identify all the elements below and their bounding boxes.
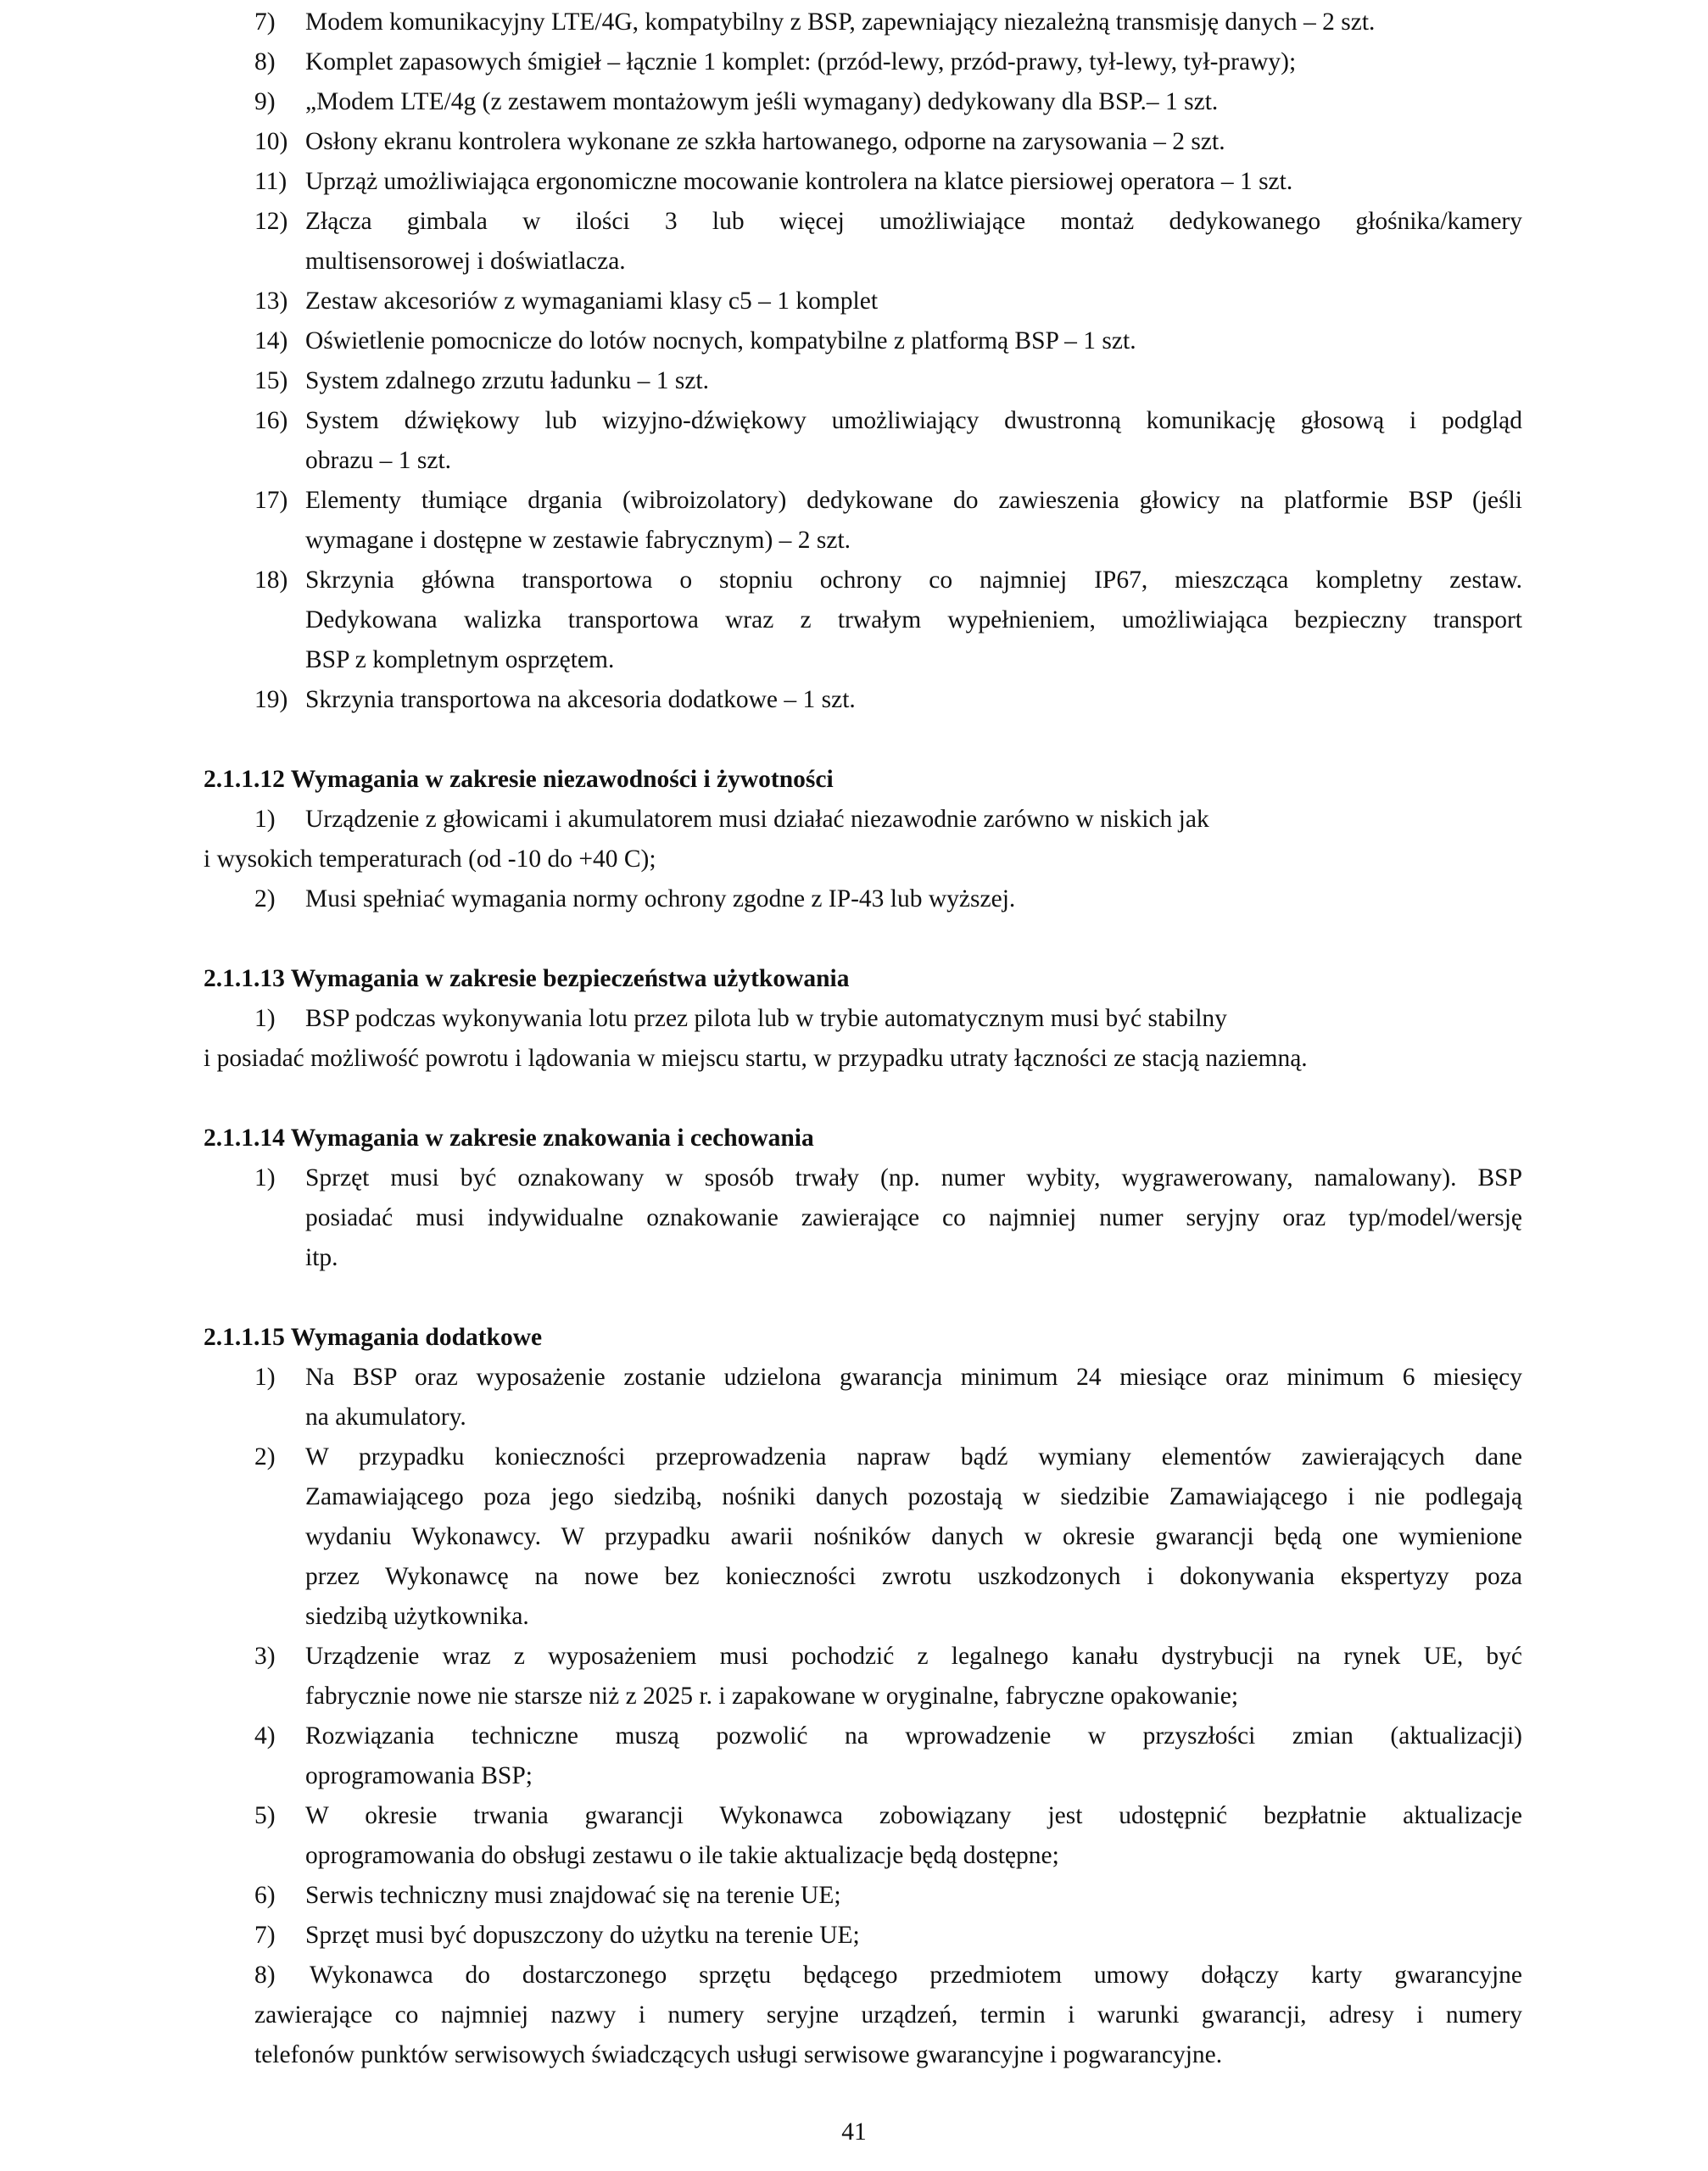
- list-item-continuation: [0, 1998, 1708, 2032]
- list-item: [0, 483, 1708, 517]
- list-item-text: BSP podczas wykonywania lotu przez pilota lub w trybie automatycznym musi być stabilny: [305, 1005, 1227, 1032]
- list-item-number: 19): [254, 686, 288, 713]
- list-item-text: telefonów punktów serwisowych świadczących usługi serwisowe gwarancyjne i pogwarancyjne.: [254, 2041, 1223, 2068]
- page-number: 41: [841, 2118, 867, 2146]
- list-item-text: Serwis techniczny musi znajdować się na terenie UE;: [305, 1882, 841, 1909]
- list-item: [0, 882, 1708, 916]
- list-item: [0, 1440, 1708, 1474]
- list-item-text: BSP z kompletnym osprzętem.: [305, 646, 615, 673]
- list-item: [0, 364, 1708, 398]
- list-item-number: 3): [254, 1643, 276, 1670]
- list-item-text: przez Wykonawcę na nowe bez konieczności zwrotu uszkodzonych i dokonywania ekspertyzy poza: [305, 1563, 1522, 1590]
- list-item-text: wydaniu Wykonawcy. W przypadku awarii nośników danych w okresie gwarancji będą one wymienione: [305, 1523, 1522, 1550]
- list-item-text: Skrzynia główna transportowa o stopniu ochrony co najmniej IP67, mieszcząca kompletny zestaw.: [305, 566, 1522, 594]
- list-item-continuation: [0, 1759, 1708, 1793]
- list-item-text: Urządzenie z głowicami i akumulatorem musi działać niezawodnie zarówno w niskich jak: [305, 806, 1209, 833]
- list-item-continuation: [0, 643, 1708, 677]
- list-item-text: i posiadać możliwość powrotu i lądowania w miejscu startu, w przypadku utraty łączności ze stacją naziemną.: [204, 1045, 1308, 1072]
- list-item-text: Skrzynia transportowa na akcesoria dodatkowe – 1 szt.: [305, 686, 856, 713]
- list-item-text: posiadać musi indywidualne oznakowanie zawierające co najmniej numer seryjny oraz typ/model/wersję: [305, 1204, 1522, 1231]
- list-item-number: 1): [254, 1005, 276, 1032]
- list-item-number: 13): [254, 287, 288, 315]
- list-item-number: 14): [254, 327, 288, 354]
- list-item-text: W przypadku konieczności przeprowadzenia napraw bądź wymiany elementów zawierających dane: [305, 1443, 1522, 1471]
- section-heading: 2.1.1.12 Wymagania w zakresie niezawodności i żywotności: [204, 766, 834, 793]
- section-heading: 2.1.1.14 Wymagania w zakresie znakowania i cechowania: [204, 1125, 814, 1152]
- list-item-number: 7): [254, 8, 276, 36]
- list-item-number: 1): [254, 1364, 276, 1391]
- list-item: [0, 404, 1708, 438]
- list-item-number: 11): [254, 168, 287, 195]
- list-item-text: Sprzęt musi być dopuszczony do użytku na terenie UE;: [305, 1922, 860, 1949]
- list-item-number: 16): [254, 407, 288, 434]
- list-item-number: 1): [254, 806, 276, 833]
- list-item: [0, 125, 1708, 159]
- list-item-text: Modem komunikacyjny LTE/4G, kompatybilny z BSP, zapewniający niezależną transmisję danych – 2 szt.: [305, 8, 1376, 36]
- list-item-text: Osłony ekranu kontrolera wykonane ze szkła hartowanego, odporne na zarysowania – 2 szt.: [305, 128, 1225, 155]
- list-item-text: zawierające co najmniej nazwy i numery seryjne urządzeń, termin i warunki gwarancji, adresy i numery: [254, 2001, 1522, 2029]
- list-item: [0, 1360, 1708, 1394]
- list-item-text: Rozwiązania techniczne muszą pozwolić na wprowadzenie w przyszłości zmian (aktualizacji): [305, 1722, 1522, 1750]
- list-item-continuation: [0, 1241, 1708, 1275]
- list-item-text: oprogramowania do obsługi zestawu o ile takie aktualizacje będą dostępne;: [305, 1842, 1059, 1869]
- list-item-text: wymagane i dostępne w zestawie fabrycznym) – 2 szt.: [305, 527, 851, 554]
- list-item: [0, 1639, 1708, 1673]
- list-item-text: Uprząż umożliwiająca ergonomiczne mocowanie kontrolera na klatce piersiowej operatora – 1 szt.: [305, 168, 1293, 195]
- list-item-text: Zestaw akcesoriów z wymaganiami klasy c5 – 1 komplet: [305, 287, 879, 315]
- list-item-number: 2): [254, 1443, 276, 1471]
- list-item-text: „Modem LTE/4g (z zestawem montażowym jeśli wymagany) dedykowany dla BSP.– 1 szt.: [305, 88, 1219, 115]
- list-item-continuation: [0, 244, 1708, 278]
- list-item-text: i wysokich temperaturach (od -10 do +40 C);: [204, 846, 656, 873]
- list-item: [0, 1002, 1708, 1035]
- list-item-continuation: [0, 1400, 1708, 1434]
- list-item: [0, 683, 1708, 717]
- list-item-text: itp.: [305, 1244, 338, 1271]
- list-item-continuation: [0, 1839, 1708, 1872]
- list-item-number: 12): [254, 208, 288, 235]
- list-item-number: 5): [254, 1802, 276, 1829]
- list-item-number: 9): [254, 88, 276, 115]
- list-item-text: Elementy tłumiące drgania (wibroizolatory) dedykowane do zawieszenia głowicy na platformie BSP (jeśli: [305, 487, 1522, 514]
- list-item-number: 2): [254, 885, 276, 912]
- list-item: [0, 284, 1708, 318]
- list-item-text: Sprzęt musi być oznakowany w sposób trwały (np. numer wybity, wygrawerowany, namalowany). BSP: [305, 1164, 1522, 1192]
- list-item-text: Złącza gimbala w ilości 3 lub więcej umożliwiające montaż dedykowanego głośnika/kamery: [305, 208, 1522, 235]
- list-item-text: Komplet zapasowych śmigieł – łącznie 1 komplet: (przód-lewy, przód-prawy, tył-lewy, tył-prawy);: [305, 48, 1297, 75]
- list-item-text: Oświetlenie pomocnicze do lotów nocnych, kompatybilne z platformą BSP – 1 szt.: [305, 327, 1136, 354]
- list-item-continuation: [0, 1480, 1708, 1514]
- list-item-number: 15): [254, 367, 288, 394]
- list-item-continuation: [0, 2038, 1708, 2072]
- list-item-number: 17): [254, 487, 288, 514]
- list-item: [0, 1878, 1708, 1912]
- list-item-text: obrazu – 1 szt.: [305, 447, 452, 474]
- list-item-text: System dźwiękowy lub wizyjno-dźwiękowy umożliwiający dwustronną komunikację głosową i podgląd: [305, 407, 1522, 434]
- list-item: [0, 1799, 1708, 1833]
- list-item-continuation: [0, 603, 1708, 637]
- list-item-text: na akumulatory.: [305, 1404, 466, 1431]
- list-item-number: 4): [254, 1722, 276, 1750]
- list-item-continuation: [0, 1679, 1708, 1713]
- list-item: [0, 324, 1708, 358]
- list-item-number: 7): [254, 1922, 276, 1949]
- list-item: [0, 1958, 1708, 1992]
- list-item-continuation: [0, 842, 1708, 876]
- list-item-number: 8): [254, 48, 276, 75]
- list-item: [0, 1918, 1708, 1952]
- list-item-number: 6): [254, 1882, 276, 1909]
- list-item-text: siedzibą użytkownika.: [305, 1603, 529, 1630]
- list-item-text: multisensorowej i doświatlacza.: [305, 248, 626, 275]
- list-item-text: Na BSP oraz wyposażenie zostanie udzielona gwarancja minimum 24 miesiące oraz minimum 6 miesięcy: [305, 1364, 1522, 1391]
- list-item: [0, 165, 1708, 198]
- list-item-continuation: [0, 1560, 1708, 1593]
- list-item-text: Wykonawca do dostarczonego sprzętu będącego przedmiotem umowy dołączy karty gwarancyjne: [310, 1962, 1522, 1989]
- list-item: [0, 85, 1708, 119]
- list-item-number: 1): [254, 1164, 276, 1192]
- list-item: [0, 5, 1708, 39]
- list-item-text: W okresie trwania gwarancji Wykonawca zobowiązany jest udostępnić bezpłatnie aktualizacje: [305, 1802, 1522, 1829]
- list-item: [0, 802, 1708, 836]
- list-item-text: System zdalnego zrzutu ładunku – 1 szt.: [305, 367, 709, 394]
- list-item-text: Dedykowana walizka transportowa wraz z trwałym wypełnieniem, umożliwiająca bezpieczny transport: [305, 606, 1522, 633]
- list-item-number: 8): [254, 1962, 276, 1989]
- list-item-continuation: [0, 1520, 1708, 1554]
- list-item: [0, 1161, 1708, 1195]
- list-item-number: 18): [254, 566, 288, 594]
- list-item-text: Musi spełniać wymagania normy ochrony zgodne z IP-43 lub wyższej.: [305, 885, 1016, 912]
- list-item: [0, 1719, 1708, 1753]
- list-item: [0, 204, 1708, 238]
- section-heading: 2.1.1.13 Wymagania w zakresie bezpieczeństwa użytkowania: [204, 965, 850, 992]
- list-item: [0, 563, 1708, 597]
- list-item-text: oprogramowania BSP;: [305, 1762, 533, 1789]
- list-item-text: fabrycznie nowe nie starsze niż z 2025 r. i zapakowane w oryginalne, fabryczne opakowanie;: [305, 1683, 1239, 1710]
- list-item-continuation: [0, 1201, 1708, 1235]
- list-item-continuation: [0, 1041, 1708, 1075]
- list-item-text: Zamawiającego poza jego siedzibą, nośniki danych pozostają w siedzibie Zamawiającego i nie podlegają: [305, 1483, 1522, 1510]
- section-heading: 2.1.1.15 Wymagania dodatkowe: [204, 1324, 543, 1351]
- list-item: [0, 45, 1708, 79]
- list-item-continuation: [0, 1599, 1708, 1633]
- list-item-continuation: [0, 444, 1708, 477]
- list-item-text: Urządzenie wraz z wyposażeniem musi pochodzić z legalnego kanału dystrybucji na rynek UE, być: [305, 1643, 1522, 1670]
- list-item-number: 10): [254, 128, 288, 155]
- list-item-continuation: [0, 523, 1708, 557]
